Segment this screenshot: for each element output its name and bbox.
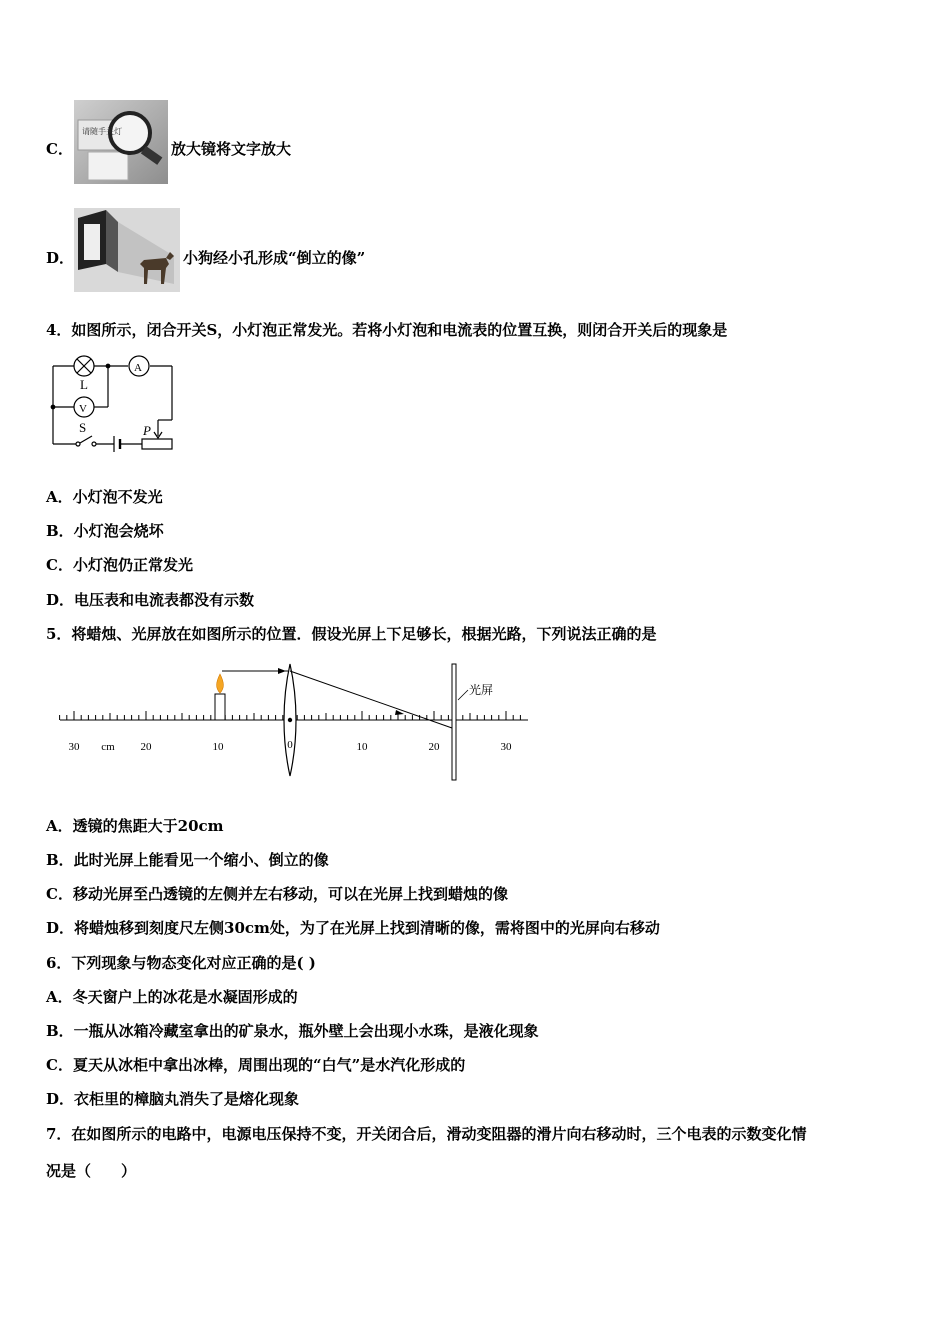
q3-option-c-letter: C． <box>46 140 73 158</box>
switch-label: S <box>79 420 87 435</box>
ammeter-label: A <box>134 362 142 374</box>
q6-option-b: B．一瓶从冰箱冷藏室拿出的矿泉水，瓶外壁上会出现小水珠，是液化现象 <box>46 1022 539 1040</box>
screen-label: 光屏 <box>469 683 494 697</box>
q5-option-b: B．此时光屏上能看见一个缩小、倒立的像 <box>46 851 329 869</box>
q5-option-d: D．将蜡烛移到刻度尺左侧30cm处，为了在光屏上找到清晰的像，需将图中的光屏向右移动 <box>46 919 660 937</box>
rheostat-label: P <box>143 423 151 438</box>
q3-option-c-text: 放大镜将文字放大 <box>171 140 292 158</box>
q7-stem-line2: 况是（ ） <box>46 1162 137 1180</box>
tick-label: 30 <box>68 741 80 753</box>
tick-label: 0 <box>287 739 293 751</box>
q6-stem: 6．下列现象与物态变化对应正确的是( ) <box>46 954 316 972</box>
q7-stem-line1: 7．在如图所示的电路中，电源电压保持不变，开关闭合后，滑动变阻器的滑片向右移动时，三个电表的示数变化情 <box>46 1125 807 1143</box>
refracted-ray <box>290 671 452 728</box>
unit-label: cm <box>101 741 115 753</box>
q5-option-c: C．移动光屏至凸透镜的左侧并左右移动，可以在光屏上找到蜡烛的像 <box>46 885 508 903</box>
q5-option-a: A．透镜的焦距大于20cm <box>46 817 224 835</box>
q6-option-d: D．衣柜里的樟脑丸消失了是熔化现象 <box>46 1090 300 1108</box>
light-screen <box>452 664 456 780</box>
q5-optics-figure <box>56 660 532 786</box>
q4-option-b: B．小灯泡会烧坏 <box>46 522 164 540</box>
q3-option-d-letter: D． <box>46 249 75 267</box>
pinhole-dog-photo <box>74 208 180 292</box>
tick-label: 10 <box>212 741 224 753</box>
q3-option-d-text: 小狗经小孔形成“倒立的像” <box>183 249 366 267</box>
candle <box>215 694 225 720</box>
q4-option-c: C．小灯泡仍正常发光 <box>46 556 193 574</box>
magnifier-photo <box>74 100 168 184</box>
photo-sign-text: 请随手关灯 <box>82 127 122 136</box>
q6-option-a: A．冬天窗户上的冰花是水凝固形成的 <box>46 988 298 1006</box>
q4-circuit-diagram <box>46 350 178 454</box>
q5-stem: 5．将蜡烛、光屏放在如图所示的位置．假设光屏上下足够长，根据光路，下列说法正确的是 <box>46 625 657 643</box>
tick-label: 20 <box>428 741 440 753</box>
lamp-label: L <box>80 377 88 392</box>
tick-label: 20 <box>140 741 152 753</box>
q4-stem: 4．如图所示，闭合开关S，小灯泡正常发光。若将小灯泡和电流表的位置互换，则闭合开关后的现象是 <box>46 321 728 339</box>
q6-option-c: C．夏天从冰柜中拿出冰棒，周围出现的“白气”是水汽化形成的 <box>46 1056 466 1074</box>
q4-option-a: A．小灯泡不发光 <box>46 488 163 506</box>
voltmeter-label: V <box>79 403 87 415</box>
q4-option-d: D．电压表和电流表都没有示数 <box>46 591 255 609</box>
tick-label: 30 <box>500 741 512 753</box>
tick-label: 10 <box>356 741 368 753</box>
candle-flame <box>217 674 224 693</box>
